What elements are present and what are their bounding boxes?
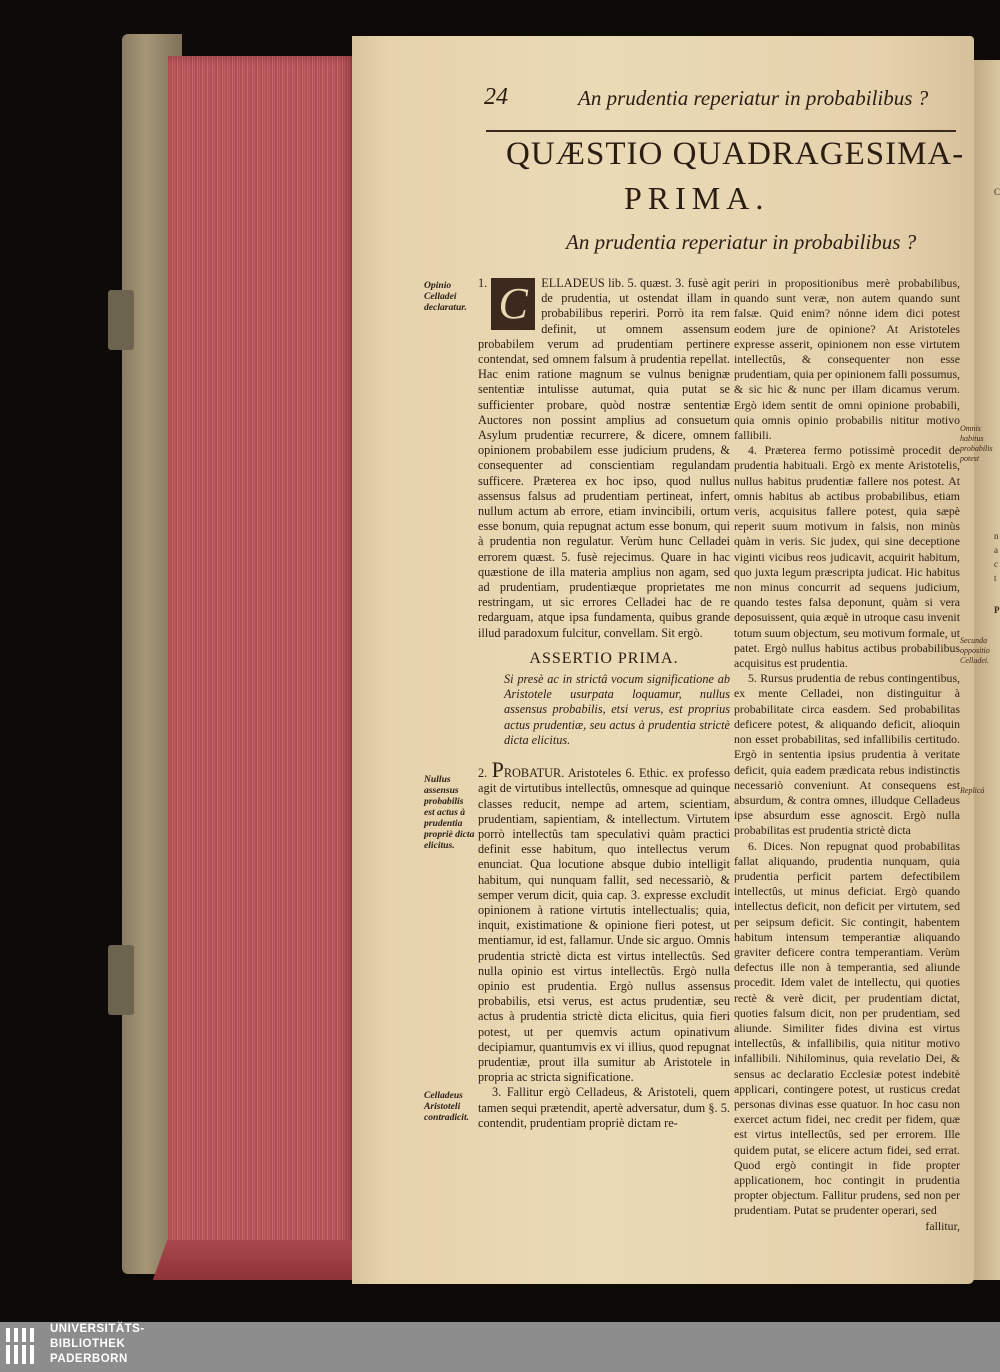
page-edges bbox=[168, 56, 354, 1276]
paragraph-3: 3. Fallitur ergò Celladeus, & Aristoteli, quem tamen sequi prætendit, apertè adversatur, dum §. 5. contendit, prudentiam propriè dictam re- bbox=[478, 1085, 730, 1130]
paragraph-continued: periri in propositionibus merè probabilibus, quando sunt veræ, non autem quando sunt falsæ. Quid enim? nónne idem dici potest eodem jure de opinione? At Aristoteles expresse asserit, opinionem non esse virtutem intellectûs, & consequenter non esse prudentiam, quia per opinionem falli possumus, & sic hic & nunc per illam dicamus verum. Ergò idem sentit de omni opinione probabili, quia omnis opinio probabilis nititur motivo fallibili. bbox=[734, 276, 960, 443]
decorated-initial: C bbox=[491, 278, 535, 330]
next-page-fragment: a bbox=[994, 545, 998, 555]
chapter-title-line2: PRIMA. bbox=[624, 180, 770, 216]
left-column bbox=[478, 276, 730, 1131]
catchword: fallitur, bbox=[925, 1218, 960, 1233]
page-edges-bottom bbox=[153, 1240, 368, 1280]
next-page-fragment: n bbox=[994, 531, 999, 541]
margin-note-celladeus: Celladeus Aristoteli contradicit. bbox=[424, 1090, 470, 1123]
paragraph-text: ROBATUR. Aristoteles 6. Ethic. ex professo agit de virtutibus intellectûs, omnesque ad quinque classes reducit, nempe ad artem, scientiam, prudentiam, sapientiam, & intellectum. Virtutem porrò intellectûs tam speculativi quàm practici definit esse habitum, quo intellectus verum enunciat. Qua locutione absque dubio intelligit habitum, qui nunquam fallit, sed necessariò, & semper verum dicit, quia cap. 3. expresse excludit opinionem à ratione virtutis intellectualis; quia, inquit, existimatione & opinione fieri potest, ut mentiamur, id est, fallamur. Unde sic arguo. Omnis prudentia strictè dicta est virtus intellectûs. Sed nulla opinio est virtus intellectûs. Ergò nulla opinio est prudentia. Ergò nullus assensus probabilis, etsi verus, est actus prudentiæ, seu actus à prudentia strictè dicta elicitus, quia fieri potest, ut per quemvis actum opinativum decipiamur, quantumvis ex vi illius, quod repugnat prudentiæ, prout illa sumitur ab Aristotele in propria ac stricta significatione. bbox=[478, 766, 730, 1085]
paragraph-2 bbox=[478, 757, 730, 1085]
margin-note-opinio: Opinio Celladei declaratur. bbox=[424, 280, 467, 313]
paragraph-5: 5. Rursus prudentia de rebus contingentibus, ex mente Celladei, non distinguitur à probabilitate circa easdem. Sed probabilitas deficere potest, & aliquando deficit, alioquin non esset probabilitas, sed infallibilis certitudo. Ergò in sententia ipsius prudentia à veritate deficit, quia eadem prædicata rebus indistinctis necessariò conveniunt. At consequens est absurdum, & contra omnes, illudque Celladeus ipse absurdum esse agnoscit. Ergò nulla probabilitas est prudentia strictè dicta bbox=[734, 671, 960, 838]
right-column bbox=[734, 276, 960, 1234]
assertio-text: Si presè ac in strictâ vocum significatione ab Aristotele usurpata loquamur, nullus assensus probabilis, etsi verus, est proprius actus prudentiæ, seu actus à prudentia strictè dicta elicitus. bbox=[504, 672, 730, 747]
paragraph-text: ELLADEUS lib. 5. quæst. 3. fusè agit de prudentia, ut ostendat illam in probabilibus reperiri. Porrò ita rem definit, ut omnem assensum probabilem verum ad prudentiam pertinere contendat, sed omnem falsum à prudentia repellat. Hac enim ratione magnum se vulnus benignæ sententiæ intulisse autumat, quia putat se sufficienter probare, quòd nostræ sententiæ Auctores non possint amplius ad consuetum Asylum prudentiæ recurrere, & dicere, omnem opinionem probabilem esse judicium prudens, & consequenter ad conscientiam regulandam sufficere. Præterea ex hoc ipso, quod nullus assensus falsus ad prudentiam pertineat, infert, nullum actum ab errore, etiam invincibili, ortum esse bonum, quia repugnat actum esse bonum, qui à prudentia non regulatur. Verùm hunc Celladei errorem quæst. 5. fusè rejecimus. Quare in hac quæstione de illa materia amplius non agam, sed ad prudentiam, prudentiæque proprietates me restringam, ut sic errores Celladei hac de re redarguam, atque ipsa fundamenta, quibus grande illud paradoxum fulcitur, convellam. Sit ergò. bbox=[478, 276, 730, 640]
paragraph-1 bbox=[478, 276, 730, 641]
running-head: An prudentia reperiatur in probabilibus ? bbox=[578, 86, 929, 110]
library-footer bbox=[0, 1322, 1000, 1372]
right-margin-note: Omnis habitus probabilis potest bbox=[960, 424, 993, 463]
next-page-fragment: P bbox=[994, 605, 1000, 615]
right-margin-note: Replicá bbox=[960, 786, 985, 795]
library-name-line2: BIBLIOTHEK bbox=[50, 1338, 126, 1350]
chapter-subtitle: An prudentia reperiatur in probabilibus ? bbox=[566, 230, 917, 254]
paragraph-4: 4. Præterea fermo potissimè procedit de prudentia habituali. Ergò ex mente Aristotelis, nullus habitus prudentiæ fallere nos potest. At omnis habitus ab actibus probabilibus, etiam veris, acquisitus fallere potest, quia sæpè reperit suum motivum in falsis, non minùs quàm in veris. Sic judex, qui sine deceptione viginti vicibus reos judicavit, acquirit habitum, quo juxta legum præscripta judicat. Hic habitus non minus concurrit ad sequens judicium, quando testes falsa deponunt, quàm si vera deposuissent, quia æquè in utroque casu invenit totum suum objectum, seu motivum formale, ut patet. Ergò nullus habitus actibus probabilibus acquisitus est prudentia. bbox=[734, 443, 960, 671]
library-name-line3: PADERBORN bbox=[50, 1353, 128, 1365]
header-rule bbox=[486, 130, 956, 132]
paragraph-number: 2. bbox=[478, 766, 488, 781]
margin-note-nullus: Nullus assensus probabilis est actus à prudentia propriè dicta elicitus. bbox=[424, 774, 475, 851]
right-margin-note: Secunda oppositio Celladei. bbox=[960, 636, 990, 665]
paragraph-6: 6. Dices. Non repugnat quod probabilitas fallat aliquando, prudentia nunquam, quia prudentia perficit partem defectibilem intellectûs, ut minus deficiat. Ergò quando intellectus deficit, non deficit per virtutem, sed per seipsum deficit. Sic contingit, habentem habitum intensum temperantiæ aliquando graviter deficere contra temperantiam. Verùm defectus ille non à temperantia, sed aliunde procedit. Idem valet de intellectu, qui quoties rectè & verè dicit, per prudentiam dictat, quoties falsum dicit, non per prudentiam, sed aliunde. Similiter fides divina est virtus intellectûs, & infallibilis, quia nititur motivo infallibili. Nihilominus, quia revelatio Dei, & sensus ac declaratio Ecclesiæ potest indebitè applicari, contingere potest, ut rusticus credat personas divinas esse quatuor. In hoc casu non exercet actum fidei, nec credit per fidem, quæ est virtus intellectûs, sed per errorem. Ille quidem putat, se elicere actum fidei, sed errat. Quod ergò contingit in fide propter applicationem, hoc contingit in prudentia propter objectum. Fallitur prudens, sed non per prudentiam. Putat se prudenter operari, sed bbox=[734, 838, 960, 1218]
next-page-fragment: C bbox=[994, 187, 1000, 197]
next-page-fragment: t bbox=[994, 573, 997, 583]
assertio-heading: ASSERTIO PRIMA. bbox=[529, 649, 679, 667]
next-page-edge bbox=[972, 60, 1000, 1280]
book-clasp bbox=[108, 290, 134, 350]
library-name-line1: UNIVERSITÄTS- bbox=[50, 1323, 145, 1335]
page-number: 24 bbox=[484, 84, 508, 110]
next-page-fragment: c bbox=[994, 559, 998, 569]
book-clasp bbox=[108, 945, 134, 1015]
chapter-title-line1: QUÆSTIO QUADRAGESIMA- bbox=[506, 136, 965, 172]
library-logo-icon bbox=[4, 1326, 40, 1368]
paragraph-initial: P bbox=[491, 757, 504, 783]
paragraph-number: 1. bbox=[478, 276, 488, 290]
